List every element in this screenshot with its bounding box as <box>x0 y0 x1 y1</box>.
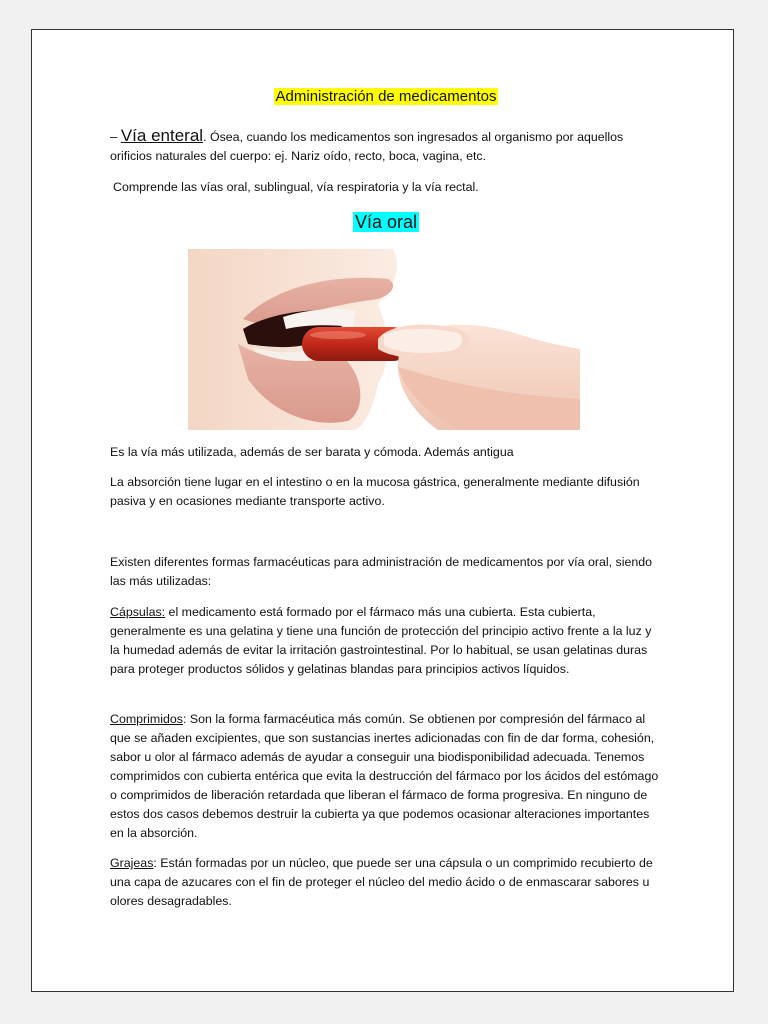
capsulas-term: Cápsulas: <box>110 605 166 619</box>
paragraph-comprimidos <box>110 710 662 843</box>
fingernail <box>384 329 462 353</box>
document-title: Administración de medicamentos <box>275 88 497 105</box>
paragraph-via-utilizada: Es la vía más utilizada, además de ser barata y cómoda. Además antigua <box>110 445 514 459</box>
via-oral-heading: Vía oral <box>354 212 418 232</box>
via-enteral-term: Vía enteral <box>120 126 204 145</box>
intro-dash: – <box>110 129 121 144</box>
grajeas-text: : Están formadas por un núcleo, que puede ser una cápsula o un comprimido recubierto de una capa de azucares con el fin de proteger el núcleo del medio ácido o de enmascarar sabores u olores desagradables. <box>110 856 653 908</box>
grajeas-term: Grajeas <box>110 856 154 870</box>
title-block <box>110 86 662 108</box>
oral-heading-block <box>110 210 662 234</box>
intro-paragraph <box>110 126 662 166</box>
comprimidos-term: Comprimidos <box>110 712 183 726</box>
intro-text: . Ósea, cuando los medicamentos son ingresados al organismo por aquellos orificios naturales del cuerpo: ej. Nariz oído, recto, boca, vagina, etc. <box>110 130 624 163</box>
comprimidos-text: : Son la forma farmacéutica más común. Se obtienen por compresión del fármaco al que se añaden excipientes, que son sustancias inertes adicionadas con fin de dar forma, cohesión, sabor u olor al fármaco además de ayudar a conseguir una biodisponibilidad adecuada. Tenemos comprimidos con cubierta entérica que evita la destrucción del fármaco por los ácidos del estómago o comprimidos de liberación retardada que liberan el fármaco de forma progresiva. En ninguno de estos dos casos debemos destruir la cubierta ya que podemos ocasionar alteraciones importantes en la absorción. <box>110 712 659 840</box>
pill-mouth-photo <box>188 249 580 430</box>
comprende-paragraph: Comprende las vías oral, sublingual, vía respiratoria y la vía rectal. <box>113 180 479 194</box>
paragraph-grajeas <box>110 854 662 911</box>
paragraph-capsulas <box>110 603 662 679</box>
document-page <box>31 29 734 992</box>
paragraph-formas-farmaceuticas: Existen diferentes formas farmacéuticas para administración de medicamentos por vía oral, siendo las más utilizadas: <box>110 555 653 588</box>
pill-mouth-illustration <box>188 249 580 430</box>
capsulas-text: el medicamento está formado por el fármaco más una cubierta. Esta cubierta, generalmente es una gelatina y tiene una función de protección del principio activo frente a la luz y la humedad además de evitar la irritación gastrointestinal. Por lo habitual, se usan gelatinas duras para proteger productos sólidos y gelatinas blandas para principios activos líquidos. <box>110 605 652 676</box>
paragraph-absorcion: La absorción tiene lugar en el intestino o en la mucosa gástrica, generalmente mediante difusión pasiva y en ocasiones mediante transporte activo. <box>110 475 640 508</box>
